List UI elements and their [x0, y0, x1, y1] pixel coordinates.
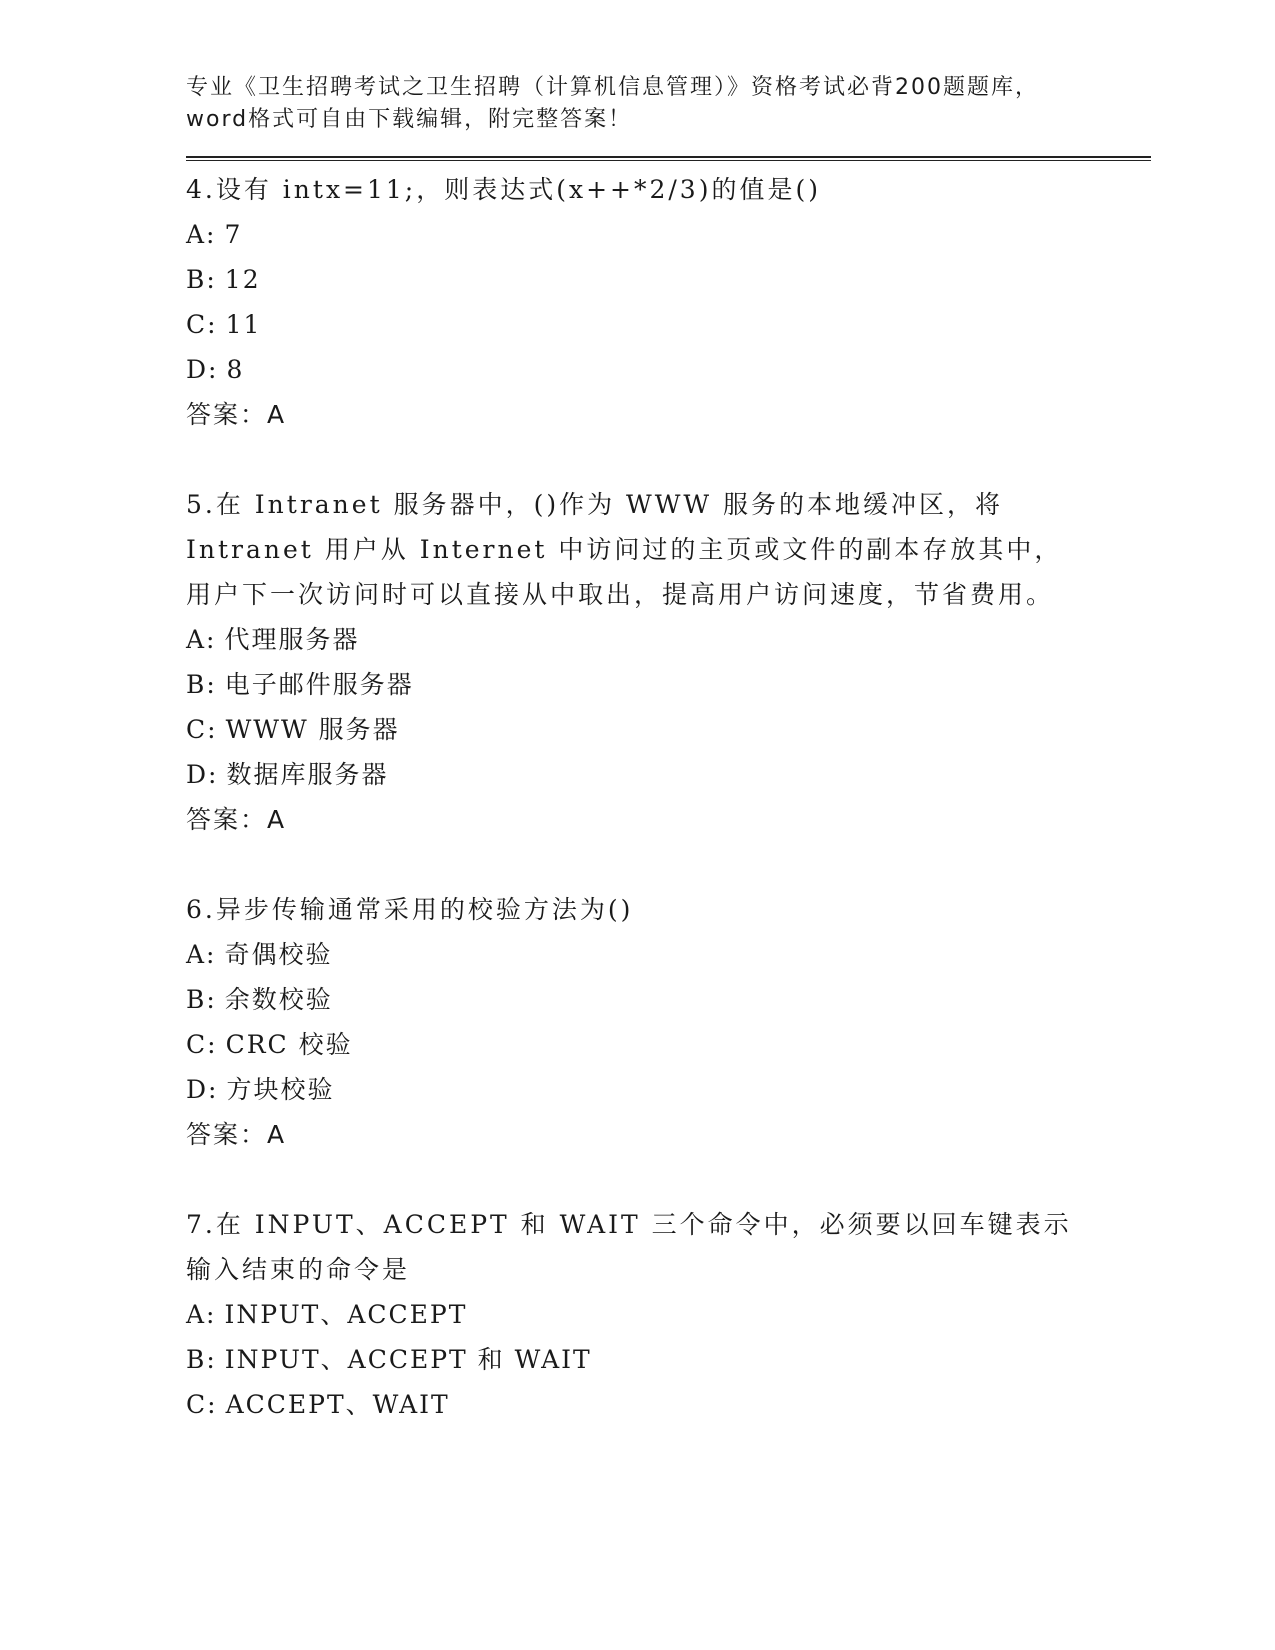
- question-6: [186, 887, 1151, 1157]
- option-d: [186, 752, 1151, 797]
- option-text: 12: [224, 265, 261, 294]
- option-text: INPUT、ACCEPT 和 WAIT: [224, 1345, 592, 1374]
- option-text: 方块校验: [226, 1075, 335, 1104]
- option-c: [186, 1022, 1151, 1067]
- option-letter: B:: [186, 985, 217, 1014]
- question-stem: 7.在 INPUT、ACCEPT 和 WAIT 三个命令中，必须要以回车键表示输入结束的命令是: [186, 1210, 1072, 1284]
- question-list: [186, 167, 1151, 1427]
- answer-line: 答案：A: [186, 1120, 287, 1149]
- header-line-2: word格式可自由下载编辑，附完整答案！: [186, 107, 633, 132]
- option-b: [186, 977, 1151, 1022]
- option-letter: A:: [186, 940, 217, 969]
- option-letter: B:: [186, 1345, 217, 1374]
- option-b: [186, 1337, 1151, 1382]
- option-letter: D:: [186, 355, 219, 384]
- option-letter: C:: [186, 1030, 218, 1059]
- option-a: [186, 212, 1151, 257]
- option-letter: C:: [186, 310, 218, 339]
- option-a: [186, 932, 1151, 977]
- header-divider: [186, 156, 1151, 161]
- option-b: [186, 257, 1151, 302]
- answer-line: 答案：A: [186, 400, 287, 429]
- option-text: 11: [225, 310, 262, 339]
- option-text: 代理服务器: [224, 625, 360, 654]
- option-text: 数据库服务器: [226, 760, 389, 789]
- question-5: [186, 482, 1151, 842]
- question-7: [186, 1202, 1151, 1427]
- option-letter: C:: [186, 715, 218, 744]
- option-letter: B:: [186, 670, 217, 699]
- option-d: [186, 347, 1151, 392]
- option-text: 8: [226, 355, 245, 384]
- option-letter: A:: [186, 1300, 217, 1329]
- answer-line: 答案：A: [186, 805, 287, 834]
- option-c: [186, 1382, 1151, 1427]
- question-stem: 4.设有 intx=11;，则表达式(x++*2/3)的值是(): [186, 175, 821, 204]
- option-text: INPUT、ACCEPT: [224, 1300, 468, 1329]
- option-text: 余数校验: [224, 985, 333, 1014]
- document-page: [186, 72, 1151, 1472]
- option-letter: C:: [186, 1390, 218, 1419]
- option-a: [186, 1292, 1151, 1337]
- option-c: [186, 302, 1151, 347]
- option-c: [186, 707, 1151, 752]
- option-letter: D:: [186, 760, 219, 789]
- option-text: 7: [224, 220, 243, 249]
- document-header: [186, 72, 1066, 136]
- option-b: [186, 662, 1151, 707]
- option-text: 奇偶校验: [224, 940, 333, 969]
- question-stem: 6.异步传输通常采用的校验方法为(): [186, 895, 634, 924]
- option-letter: B:: [186, 265, 217, 294]
- option-letter: D:: [186, 1075, 219, 1104]
- question-4: [186, 167, 1151, 437]
- option-text: 电子邮件服务器: [224, 670, 414, 699]
- option-text: CRC 校验: [225, 1030, 353, 1059]
- question-stem: 5.在 Intranet 服务器中，()作为 WWW 服务的本地缓冲区，将 Intranet 用户从 Internet 中访问过的主页或文件的副本存放其中，用户下一次访问时可以直接从中取出，提高用户访问速度，节省费用。: [186, 490, 1063, 609]
- option-letter: A:: [186, 625, 217, 654]
- option-a: [186, 617, 1151, 662]
- option-text: ACCEPT、WAIT: [225, 1390, 450, 1419]
- header-line-1: 专业《卫生招聘考试之卫生招聘（计算机信息管理）》资格考试必背200题题库，: [186, 75, 1039, 100]
- option-text: WWW 服务器: [225, 715, 400, 744]
- option-d: [186, 1067, 1151, 1112]
- option-letter: A:: [186, 220, 217, 249]
